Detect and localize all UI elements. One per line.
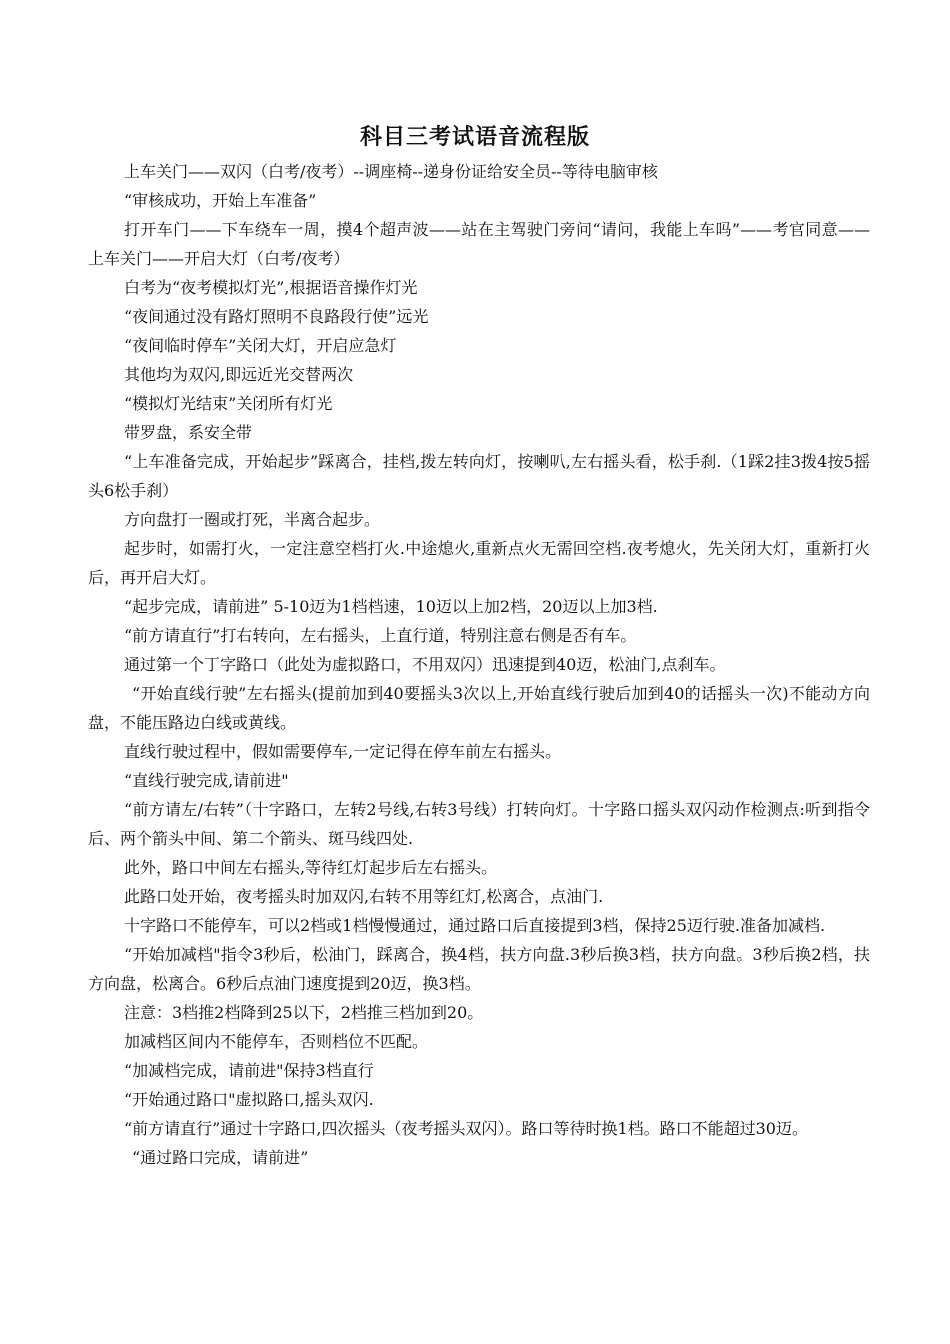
paragraph: “起步完成，请前进” 5-10迈为1档档速，10迈以上加2档，20迈以上加3档. (124, 597, 658, 616)
paragraph: 其他均为双闪,即远近光交替两次 (124, 365, 354, 384)
paragraph: 直线行驶过程中，假如需要停车,一定记得在停车前左右摇头。 (124, 742, 562, 761)
document-body (88, 157, 870, 1172)
paragraph: “夜间通过没有路灯照明不良路段行使”远光 (124, 307, 429, 326)
paragraph: “开始通过路口"虚拟路口,摇头双闪. (124, 1090, 374, 1109)
paragraph: 带罗盘，系安全带 (124, 423, 253, 442)
paragraph: 白考为“夜考模拟灯光”,根据语音操作灯光 (124, 278, 418, 297)
paragraph: “审核成功，开始上车准备” (124, 191, 317, 210)
paragraph: “前方请直行”打右转向，左右摇头，上直行道，特别注意右侧是否有车。 (124, 626, 637, 645)
paragraph: 十字路口不能停车，可以2档或1档慢慢通过，通过路口后直接提到3档，保持25迈行驶.准备加减档. (124, 916, 826, 935)
paragraph: “通过路口完成，请前进” (132, 1148, 309, 1167)
paragraph: “加减档完成，请前进"保持3档直行 (124, 1061, 374, 1080)
paragraph: 此外，路口中间左右摇头,等待红灯起步后左右摇头。 (124, 858, 498, 877)
document-title: 科目三考试语音流程版 (359, 125, 590, 150)
paragraph: 打开车门——下车绕车一周，摸4个超声波——站在主驾驶门旁问“请问，我能上车吗”——考官同意——上车关门——开启大灯（白考/夜考） (88, 220, 870, 268)
paragraph: “前方请左/右转”（十字路口，左转2号线,右转3号线）打转向灯。十字路口摇头双闪动作检测点:听到指令后、两个箭头中间、第二个箭头、斑马线四处. (88, 800, 870, 848)
paragraph: 上车关门——双闪（白考/夜考）--调座椅--递身份证给安全员--等待电脑审核 (124, 162, 658, 181)
paragraph: 此路口处开始，夜考摇头时加双闪,右转不用等红灯,松离合，点油门. (124, 887, 604, 906)
paragraph: 加减档区间内不能停车，否则档位不匹配。 (124, 1032, 429, 1051)
paragraph: 起步时，如需打火，一定注意空档打火.中途熄火,重新点火无需回空档.夜考熄火，先关闭大灯，重新打火后，再开启大灯。 (88, 539, 870, 587)
paragraph: “开始直线行驶”左右摇头(提前加到40要摇头3次以上,开始直线行驶后加到40的话摇头一次)不能动方向盘，不能压路边白线或黄线。 (88, 684, 870, 732)
paragraph: “上车准备完成，开始起步”踩离合，挂档,拨左转向灯，按喇叭,左右摇头看，松手刹.（1踩2挂3拨4按5摇头6松手刹） (88, 452, 870, 500)
paragraph: 通过第一个丁字路口（此处为虚拟路口，不用双闪）迅速提到40迈，松油门,点刹车。 (124, 655, 726, 674)
paragraph: “模拟灯光结束”关闭所有灯光 (124, 394, 333, 413)
paragraph: 方向盘打一圈或打死，半离合起步。 (124, 510, 381, 529)
paragraph: 注意：3档推2档降到25以下，2档推三档加到20。 (124, 1003, 484, 1022)
paragraph: “直线行驶完成,请前进" (124, 771, 289, 790)
paragraph: “开始加减档"指令3秒后，松油门，踩离合，换4档，扶方向盘.3秒后换3档，扶方向盘。3秒后换2档，扶方向盘，松离合。6秒后点油门速度提到20迈，换3档。 (88, 945, 870, 993)
paragraph: “前方请直行”通过十字路口,四次摇头（夜考摇头双闪）。路口等待时换1档。路口不能超过30迈。 (124, 1119, 808, 1138)
paragraph: “夜间临时停车”关闭大灯，开启应急灯 (124, 336, 397, 355)
